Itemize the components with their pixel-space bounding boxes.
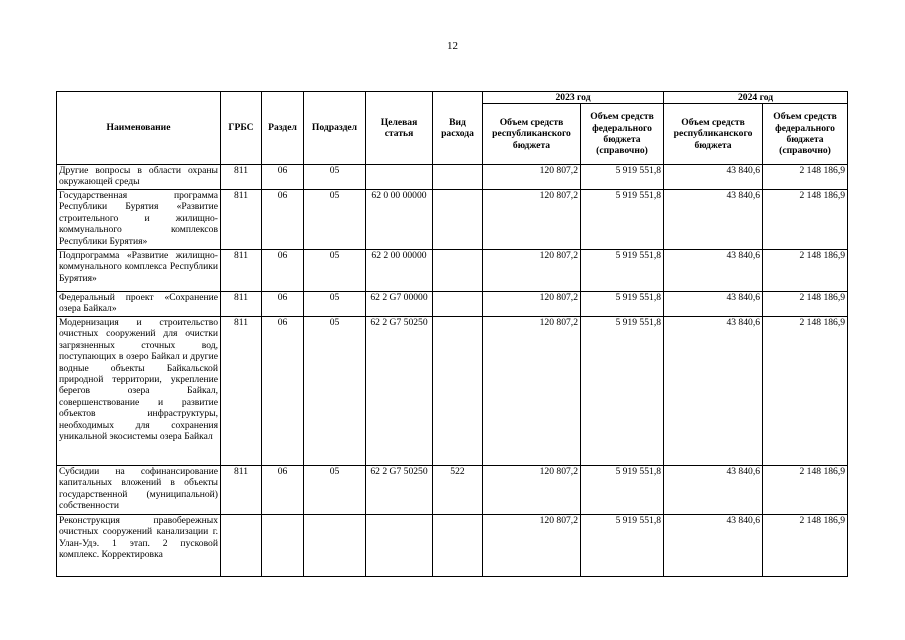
row-rep-2024: 43 840,6: [664, 165, 763, 190]
table-row: [57, 292, 848, 317]
row-vid: [433, 190, 483, 250]
row-rep-2024: 43 840,6: [664, 515, 763, 577]
row-podrazdel: 05: [304, 190, 366, 250]
row-name: Федеральный проект «Сохранение озера Байкал»: [57, 292, 221, 317]
row-fed-2023: 5 919 551,8: [581, 292, 664, 317]
row-rep-2023: 120 807,2: [483, 515, 581, 577]
row-name: Субсидии на софинансирование капитальных вложений в объекты государственной (муниципальной) собственности: [57, 466, 221, 515]
row-rep-2023: 120 807,2: [483, 250, 581, 292]
row-rep-2023: 120 807,2: [483, 317, 581, 466]
row-grbs: 811: [221, 317, 262, 466]
row-fed-2024: 2 148 186,9: [763, 292, 848, 317]
row-razdel: 06: [262, 190, 304, 250]
row-fed-2024: 2 148 186,9: [763, 250, 848, 292]
row-rep-2024: 43 840,6: [664, 466, 763, 515]
header-fed-2023: Объем средств федерального бюджета (справочно): [581, 104, 664, 165]
row-celevaya: [366, 165, 433, 190]
row-rep-2024: 43 840,6: [664, 292, 763, 317]
row-fed-2024: 2 148 186,9: [763, 515, 848, 577]
row-vid: [433, 515, 483, 577]
header-razdel: Раздел: [262, 92, 304, 165]
row-name: Реконструкция правобережных очистных сооружений канализации г. Улан-Удэ. 1 этап. 2 пусковой комплекс. Корректировка: [57, 515, 221, 577]
row-razdel: 06: [262, 466, 304, 515]
header-rep-2023: Объем средств республиканского бюджета: [483, 104, 581, 165]
header-vid: Вид расхода: [433, 92, 483, 165]
row-celevaya: [366, 515, 433, 577]
row-fed-2024: 2 148 186,9: [763, 165, 848, 190]
row-rep-2023: 120 807,2: [483, 292, 581, 317]
table-row: [57, 190, 848, 250]
row-name: Подпрограмма «Развитие жилищно-коммунального комплекса Республики Бурятия»: [57, 250, 221, 292]
row-vid: [433, 317, 483, 466]
table-row: [57, 466, 848, 515]
row-name: Модернизация и строительство очистных сооружений для очистки загрязненных сточных вод, поступающих в озеро Байкал и другие водные объекты Байкальской природной территории, укрепление берегов озера Байкал, совершенствование и развитие объектов инфраструктуры, необходимых для сохранения уникальной экосистемы озера Байкал: [57, 317, 221, 466]
row-fed-2024: 2 148 186,9: [763, 317, 848, 466]
row-fed-2024: 2 148 186,9: [763, 466, 848, 515]
row-fed-2023: 5 919 551,8: [581, 190, 664, 250]
row-fed-2023: 5 919 551,8: [581, 515, 664, 577]
row-vid: [433, 250, 483, 292]
row-celevaya: 62 2 00 00000: [366, 250, 433, 292]
row-grbs: 811: [221, 466, 262, 515]
page-number: 12: [447, 40, 458, 52]
table-body: [57, 165, 848, 577]
row-fed-2023: 5 919 551,8: [581, 466, 664, 515]
row-razdel: [262, 515, 304, 577]
row-razdel: 06: [262, 292, 304, 317]
row-rep-2024: 43 840,6: [664, 190, 763, 250]
row-podrazdel: 05: [304, 292, 366, 317]
table-row: [57, 250, 848, 292]
row-rep-2023: 120 807,2: [483, 165, 581, 190]
table-row: [57, 317, 848, 466]
row-vid: [433, 292, 483, 317]
row-podrazdel: 05: [304, 250, 366, 292]
header-fed-2024: Объем средств федерального бюджета (справочно): [763, 104, 848, 165]
row-vid: 522: [433, 466, 483, 515]
row-fed-2024: 2 148 186,9: [763, 190, 848, 250]
row-fed-2023: 5 919 551,8: [581, 250, 664, 292]
row-name: Другие вопросы в области охраны окружающей среды: [57, 165, 221, 190]
table-row: [57, 515, 848, 577]
header-celevaya: Целевая статья: [366, 92, 433, 165]
row-rep-2023: 120 807,2: [483, 190, 581, 250]
row-grbs: 811: [221, 250, 262, 292]
row-celevaya: 62 2 G7 50250: [366, 466, 433, 515]
row-fed-2023: 5 919 551,8: [581, 317, 664, 466]
header-name: Наименование: [57, 92, 221, 165]
budget-table: [56, 91, 848, 577]
row-grbs: 811: [221, 292, 262, 317]
row-grbs: 811: [221, 190, 262, 250]
table-row: [57, 165, 848, 190]
row-vid: [433, 165, 483, 190]
row-celevaya: 62 0 00 00000: [366, 190, 433, 250]
row-rep-2024: 43 840,6: [664, 250, 763, 292]
row-razdel: 06: [262, 317, 304, 466]
row-rep-2023: 120 807,2: [483, 466, 581, 515]
row-grbs: 811: [221, 165, 262, 190]
row-grbs: [221, 515, 262, 577]
row-fed-2023: 5 919 551,8: [581, 165, 664, 190]
row-razdel: 06: [262, 165, 304, 190]
row-celevaya: 62 2 G7 00000: [366, 292, 433, 317]
row-podrazdel: 05: [304, 466, 366, 515]
row-celevaya: 62 2 G7 50250: [366, 317, 433, 466]
header-year-2024: 2024 год: [664, 92, 848, 104]
header-rep-2024: Объем средств республиканского бюджета: [664, 104, 763, 165]
header-podrazdel: Подраздел: [304, 92, 366, 165]
table-header: [57, 92, 848, 165]
row-podrazdel: [304, 515, 366, 577]
row-rep-2024: 43 840,6: [664, 317, 763, 466]
header-year-2023: 2023 год: [483, 92, 664, 104]
header-grbs: ГРБС: [221, 92, 262, 165]
row-podrazdel: 05: [304, 165, 366, 190]
row-podrazdel: 05: [304, 317, 366, 466]
row-name: Государственная программа Республики Бурятия «Развитие строительного и жилищно-коммунального комплексов Республики Бурятия»: [57, 190, 221, 250]
row-razdel: 06: [262, 250, 304, 292]
